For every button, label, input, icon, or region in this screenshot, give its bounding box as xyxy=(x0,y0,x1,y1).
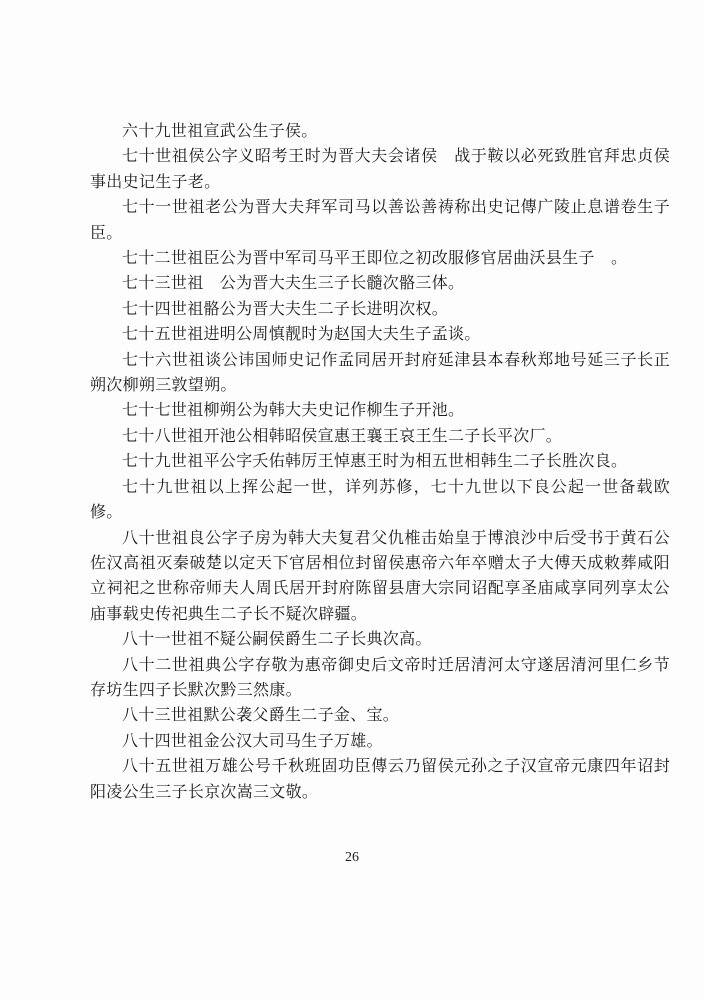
paragraph: 七十二世祖臣公为晋中军司马平王即位之初改服修官居曲沃县生子 。 xyxy=(122,248,628,268)
paragraph: 八十四世祖金公汉大司马生子万雄。 xyxy=(122,730,383,750)
paragraph: 八十五世祖万雄公号千秋班固功臣傳云乃留侯元孙之子汉宣帝元康四年诏封阳凌公生三子长京次嵩三文敬。 xyxy=(90,756,670,801)
paragraph: 七十八世祖开池公相韩昭侯宣惠王襄王哀王生二子长平次厂。 xyxy=(122,425,563,445)
paragraph: 七十一世祖老公为晋大夫拜军司马以善讼善祷称出史记傳广陵止息谱卷生子臣。 xyxy=(90,197,670,242)
paragraph: 七十七世祖柳朔公为韩大夫史记作柳生子开池。 xyxy=(122,400,465,420)
paragraph: 七十五世祖进明公周慎靓时为赵国大夫生子孟谈。 xyxy=(122,324,481,344)
page-number: 26 xyxy=(345,850,359,865)
paragraph: 七十四世祖骼公为晋大夫生二子长进明次权。 xyxy=(122,298,449,318)
paragraph: 八十三世祖默公袭父爵生二子金、宝。 xyxy=(122,705,400,725)
paragraph: 八十二世祖典公字存敬为惠帝御史后文帝时迁居清河太守遂居清河里仁乡节存坊生四子长默次黔三然康。 xyxy=(90,654,670,699)
paragraph: 七十九世祖以上挥公起一世，详列苏修，七十九世以下良公起一世备载欧修。 xyxy=(90,476,670,522)
paragraph: 八十一世祖不疑公嗣侯爵生二子长典次高。 xyxy=(122,629,432,649)
paragraph: 七十三世祖 公为晋大夫生三子长髓次骼三体。 xyxy=(122,273,465,293)
paragraph: 六十九世祖宣武公生子侯。 xyxy=(122,121,318,140)
paragraph: 七十世祖侯公字义昭考王时为晋大夫会诸侯 战于鞍以必死致胜官拜忠贞侯事出史记生子老。 xyxy=(90,146,670,191)
paragraph: 七十六世祖谈公讳国师史记作孟同居开封府延津县本春秋郑地号延三子长正朔次柳朔三敦望朔。 xyxy=(90,349,670,395)
paragraph: 七十九世祖平公字夭佑韩厉王悼惠王时为相五世相韩生二子长胜次良。 xyxy=(122,451,628,471)
genealogy-text-body xyxy=(90,118,670,804)
paragraph: 八十世祖良公字子房为韩大夫复君父仇椎击始皇于博浪沙中后受书于黄石公佐汉高祖灭秦破楚以定天下官居相位封留侯惠帝六年卒赠太子大傅天成敕葬咸阳立祠祀之世称帝师夫人周氏居开封府陈留县唐大宗同诏配享圣庙咸享同列享太公庙事载史传祀典生二子长不疑次辟疆。 xyxy=(90,527,670,623)
